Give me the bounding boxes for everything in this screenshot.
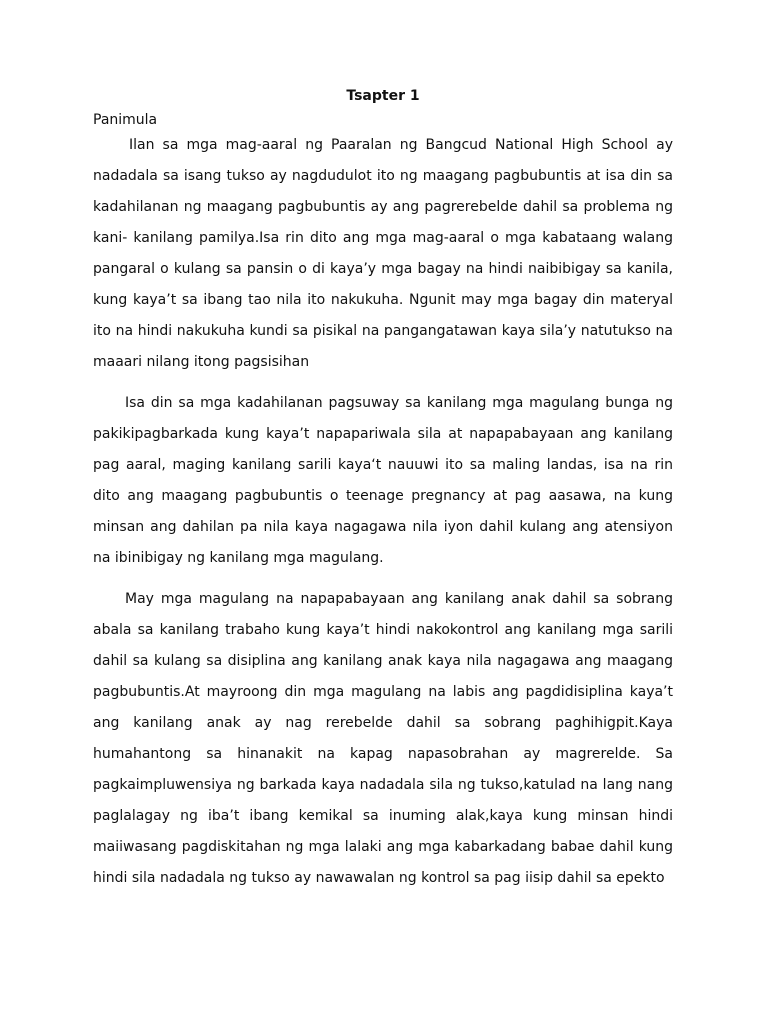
section-heading: Panimula [93,112,158,128]
body-paragraph-2: Isa din sa mga kadahilanan pagsuway sa kanilang mga magulang bunga ng pakikipagbarkada kung kaya’t napapariwala sila at napapabayaan ang kanilang pag aaral, maging kanilang sarili kaya‘t nauuwi ito sa maling landas, isa na rin dito ang maagang pagbubuntis o teenage pregnancy at pag aasawa, na kung minsan ang dahilan pa nila kaya nagagawa nila iyon dahil kulang ang atensiyon na ibinibigay ng kanilang mga magulang. [93,395,673,566]
chapter-title: Tsapter 1 [346,88,420,104]
document-page [93,86,673,894]
body-paragraph-1: Ilan sa mga mag-aaral ng Paaralan ng Bangcud National High School ay nadadala sa isang tukso ay nagdudulot ito ng maagang pagbubuntis at isa din sa kadahilanan ng maagang pagbubuntis ay ang pagrerebelde dahil sa problema ng kani- kanilang pamilya.Isa rin dito ang mga mag-aaral o mga kabataang walang pangaral o kulang sa pansin o di kaya’y mga bagay na hindi naibibigay sa kanila, kung kaya’t sa ibang tao nila ito nakukuha. Ngunit may mga bagay din materyal ito na hindi nakukuha kundi sa pisikal na pangangatawan kaya sila’y natutukso na maaari nilang itong pagsisihan [93,137,673,370]
body-paragraph-3: May mga magulang na napapabayaan ang kanilang anak dahil sa sobrang abala sa kanilang trabaho kung kaya’t hindi nakokontrol ang kanilang mga sarili dahil sa kulang sa disiplina ang kanilang anak kaya nila nagagawa ang maagang pagbubuntis.At mayroong din mga magulang na labis ang pagdidisiplina kaya’t ang kanilang anak ay nag rerebelde dahil sa sobrang paghihigpit.Kaya humahantong sa hinanakit na kapag napasobrahan ay magrerelde. Sa pagkaimpluwensiya ng barkada kaya nadadala sila ng tukso,katulad na lang nang paglalagay ng iba’t ibang kemikal sa inuming alak,kaya kung minsan hindi maiiwasang pagdiskitahan ng mga lalaki ang mga kabarkadang babae dahil kung hindi sila nadadala ng tukso ay nawawalan ng kontrol sa pag iisip dahil sa epekto [93,591,673,886]
